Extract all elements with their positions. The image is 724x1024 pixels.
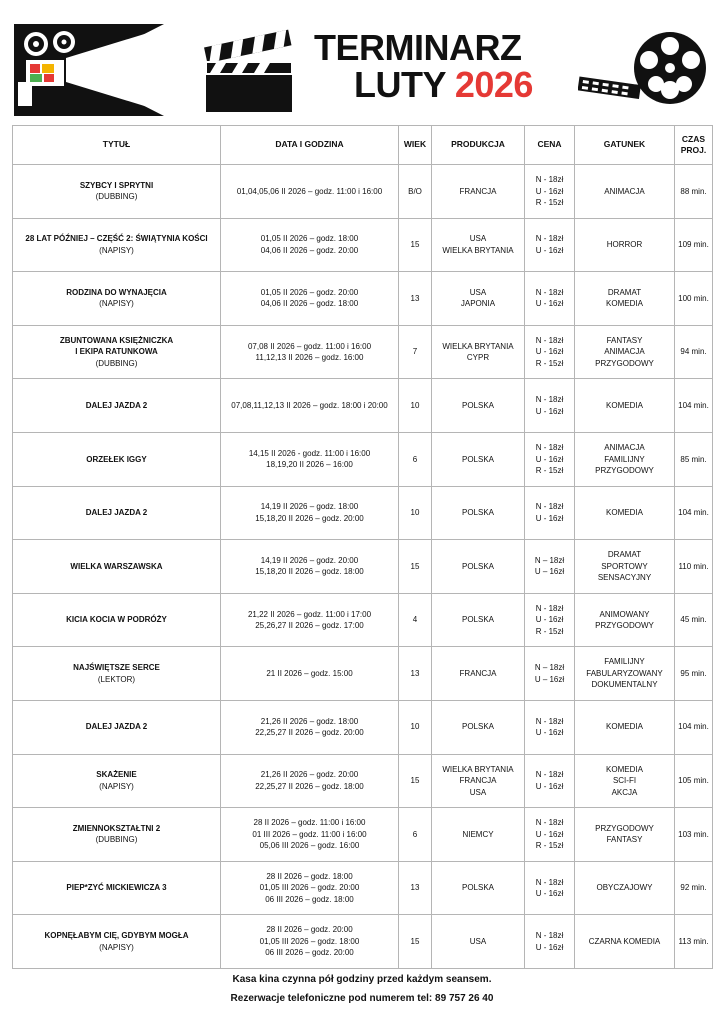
price: N - 18zł — [535, 234, 564, 244]
cell-price — [525, 593, 575, 647]
cell-genre — [575, 754, 675, 808]
cell-title — [13, 593, 221, 647]
table-row — [13, 486, 713, 540]
price: N - 18zł — [535, 395, 564, 405]
cell-title — [13, 379, 221, 433]
cell-genre — [575, 915, 675, 969]
country: USA — [469, 787, 487, 797]
price: U - 16zł — [535, 406, 564, 416]
price: N - 18zł — [535, 443, 564, 453]
showtime: 14,19 II 2026 – godz. 20:00 — [260, 555, 359, 565]
table-row — [13, 700, 713, 754]
movie-version: (DUBBING) — [95, 358, 138, 368]
col-title: TYTUŁ — [13, 126, 221, 165]
cell-genre — [575, 486, 675, 540]
price: N - 18zł — [535, 502, 564, 512]
showtime: 06 III 2026 – godz. 18:00 — [265, 894, 354, 904]
table-row — [13, 808, 713, 862]
cell-price — [525, 272, 575, 326]
movie-version: (LEKTOR) — [97, 674, 136, 684]
table-row — [13, 647, 713, 701]
price: N - 18zł — [535, 335, 564, 345]
cell-age: 15 — [399, 915, 432, 969]
movie-title: KICIA KOCIA W PODRÓŻY — [66, 615, 167, 625]
cell-production — [432, 486, 525, 540]
country: POLSKA — [461, 883, 494, 893]
price: U - 16zł — [535, 347, 564, 357]
genre: SCI-FI — [612, 776, 637, 786]
movie-title: SKAŻENIE — [96, 770, 137, 780]
cell-age: 10 — [399, 486, 432, 540]
country: NIEMCY — [462, 829, 494, 839]
cell-price — [525, 165, 575, 219]
genre: ANIMOWANY — [599, 609, 650, 619]
cell-dates — [221, 379, 399, 433]
cell-price — [525, 647, 575, 701]
cell-production — [432, 808, 525, 862]
table-row — [13, 218, 713, 272]
price: R - 15zł — [535, 841, 564, 851]
cell-title — [13, 432, 221, 486]
col-duration: CZAS PROJ. — [675, 126, 713, 165]
table-row — [13, 379, 713, 433]
cell-production — [432, 325, 525, 379]
genre: ANIMACJA — [604, 347, 645, 357]
showtime: 21,26 II 2026 – godz. 18:00 — [260, 716, 359, 726]
price: U – 16zł — [534, 674, 565, 684]
movie-title: 28 LAT PÓŹNIEJ – CZĘŚĆ 2: ŚWIĄTYNIA KOŚCI — [25, 234, 208, 244]
movie-version: (NAPISY) — [99, 299, 134, 309]
price: U - 16zł — [535, 829, 564, 839]
cell-dates — [221, 647, 399, 701]
genre: DOKUMENTALNY — [591, 680, 658, 690]
cell-title — [13, 915, 221, 969]
genre: FANTASY — [606, 835, 643, 845]
price: N - 18zł — [535, 931, 564, 941]
showtime: 28 II 2026 – godz. 11:00 i 16:00 — [253, 818, 366, 828]
genre: DRAMAT — [607, 550, 642, 560]
table-row — [13, 754, 713, 808]
cell-age: 15 — [399, 754, 432, 808]
cell-price — [525, 218, 575, 272]
genre: SENSACYJNY — [597, 573, 652, 583]
cell-production — [432, 700, 525, 754]
cell-duration: 45 min. — [675, 593, 713, 647]
cell-dates — [221, 432, 399, 486]
price: R - 15zł — [535, 358, 564, 368]
cell-dates — [221, 218, 399, 272]
cell-price — [525, 432, 575, 486]
country: POLSKA — [461, 508, 494, 518]
cell-age: 13 — [399, 272, 432, 326]
table-row — [13, 540, 713, 594]
movie-version: (DUBBING) — [95, 835, 138, 845]
cell-dates — [221, 165, 399, 219]
genre: SPORTOWY — [601, 561, 648, 571]
movie-title: WIELKA WARSZAWSKA — [70, 561, 163, 571]
showtime: 01 III 2026 – godz. 11:00 i 16:00 — [252, 829, 367, 839]
cell-age: 7 — [399, 325, 432, 379]
country: POLSKA — [461, 615, 494, 625]
cell-dates — [221, 325, 399, 379]
price: N - 18zł — [535, 770, 564, 780]
country: FRANCJA — [459, 668, 497, 678]
price: U - 16zł — [535, 245, 564, 255]
cell-duration: 92 min. — [675, 861, 713, 915]
col-age: WIEK — [399, 126, 432, 165]
cell-price — [525, 915, 575, 969]
table-row — [13, 861, 713, 915]
cell-production — [432, 540, 525, 594]
genre: DRAMAT — [607, 287, 642, 297]
schedule-table — [12, 125, 713, 969]
showtime: 04,06 II 2026 – godz. 20:00 — [260, 245, 359, 255]
price: U - 16zł — [535, 299, 564, 309]
genre: PRZYGODOWY — [595, 621, 654, 631]
cell-duration: 109 min. — [675, 218, 713, 272]
header — [0, 0, 724, 118]
showtime: 14,19 II 2026 – godz. 18:00 — [260, 502, 359, 512]
footer-reservations: Rezerwacje telefoniczne pod numerem tel: 89 757 26 40 — [230, 993, 494, 1004]
cell-title — [13, 540, 221, 594]
cell-title — [13, 647, 221, 701]
showtime: 21,22 II 2026 – godz. 11:00 i 17:00 — [247, 609, 372, 619]
cell-duration: 113 min. — [675, 915, 713, 969]
showtime: 22,25,27 II 2026 – godz. 18:00 — [255, 781, 364, 791]
cell-production — [432, 647, 525, 701]
genre: FANTASY — [606, 335, 643, 345]
cell-genre — [575, 432, 675, 486]
showtime: 04,06 II 2026 – godz. 18:00 — [260, 299, 359, 309]
cell-age: 15 — [399, 218, 432, 272]
cell-dates — [221, 272, 399, 326]
movie-version: (NAPISY) — [99, 245, 134, 255]
showtime: 07,08,11,12,13 II 2026 – godz. 18:00 i 20:00 — [231, 400, 388, 410]
cell-age: 6 — [399, 808, 432, 862]
showtime: 01,05 II 2026 – godz. 20:00 — [260, 287, 359, 297]
showtime: 22,25,27 II 2026 – godz. 20:00 — [255, 728, 364, 738]
title-line1: TERMINARZ — [314, 27, 522, 68]
title-line2 — [354, 66, 533, 104]
cell-title — [13, 218, 221, 272]
cell-duration: 104 min. — [675, 379, 713, 433]
table-header-row — [13, 126, 713, 165]
movie-title: NAJŚWIĘTSZE SERCE — [73, 663, 160, 673]
cell-genre — [575, 325, 675, 379]
table-row — [13, 325, 713, 379]
cell-title — [13, 325, 221, 379]
film-reel-icon — [578, 30, 712, 110]
cell-production — [432, 432, 525, 486]
table-row — [13, 165, 713, 219]
price: N - 18zł — [535, 603, 564, 613]
genre: CZARNA KOMEDIA — [588, 936, 661, 946]
cell-duration: 110 min. — [675, 540, 713, 594]
showtime: 01,05 II 2026 – godz. 18:00 — [260, 234, 359, 244]
genre: HORROR — [606, 240, 643, 250]
price: R - 15zł — [535, 198, 564, 208]
price: U - 16zł — [535, 728, 564, 738]
genre: FABULARYZOWANY — [586, 668, 663, 678]
cell-duration: 104 min. — [675, 486, 713, 540]
cell-dates — [221, 593, 399, 647]
cell-duration: 85 min. — [675, 432, 713, 486]
country: USA — [469, 287, 487, 297]
cell-duration: 95 min. — [675, 647, 713, 701]
cell-production — [432, 754, 525, 808]
cell-genre — [575, 861, 675, 915]
cell-price — [525, 486, 575, 540]
cell-duration: 100 min. — [675, 272, 713, 326]
price: U - 16zł — [535, 889, 564, 899]
cell-duration: 88 min. — [675, 165, 713, 219]
footer-box-office: Kasa kina czynna pół godziny przed każdym seansem. — [232, 974, 492, 985]
cell-production — [432, 861, 525, 915]
cell-genre — [575, 379, 675, 433]
price: U - 16zł — [535, 615, 564, 625]
showtime: 28 II 2026 – godz. 18:00 — [266, 871, 353, 881]
table-row — [13, 272, 713, 326]
price: N – 18zł — [534, 663, 565, 673]
country: POLSKA — [461, 400, 494, 410]
col-date: DATA I GODZINA — [221, 126, 399, 165]
cell-title — [13, 165, 221, 219]
title-month: LUTY — [354, 64, 446, 105]
movie-title: DALEJ JAZDA 2 — [85, 722, 148, 732]
showtime: 21 II 2026 – godz. 15:00 — [266, 668, 353, 678]
cell-genre — [575, 540, 675, 594]
col-price: CENA — [525, 126, 575, 165]
clapperboard-icon — [200, 22, 300, 116]
cell-title — [13, 808, 221, 862]
country: JAPONIA — [460, 299, 496, 309]
price: U - 16zł — [535, 942, 564, 952]
cell-genre — [575, 272, 675, 326]
country: WIELKA BRYTANIA — [442, 245, 514, 255]
title-year: 2026 — [454, 64, 533, 105]
genre: ANIMACJA — [604, 443, 645, 453]
movie-title-cont: I EKIPA RATUNKOWA — [75, 347, 158, 357]
table-row — [13, 593, 713, 647]
cell-production — [432, 915, 525, 969]
genre: FAMILIJNY — [604, 454, 645, 464]
price: N – 18zł — [534, 555, 565, 565]
col-genre: GATUNEK — [575, 126, 675, 165]
genre: OBYCZAJOWY — [596, 883, 653, 893]
genre: FAMILIJNY — [604, 657, 645, 667]
showtime: 21,26 II 2026 – godz. 20:00 — [260, 770, 359, 780]
cell-title — [13, 272, 221, 326]
country: POLSKA — [461, 561, 494, 571]
cell-price — [525, 754, 575, 808]
cell-price — [525, 379, 575, 433]
showtime: 25,26,27 II 2026 – godz. 17:00 — [255, 621, 364, 631]
showtime: 18,19,20 II 2026 – 16:00 — [266, 460, 353, 470]
cell-dates — [221, 486, 399, 540]
cell-production — [432, 165, 525, 219]
showtime: 01,05 III 2026 – godz. 20:00 — [259, 883, 360, 893]
genre: KOMEDIA — [606, 722, 643, 732]
showtime: 05,06 III 2026 – godz. 16:00 — [259, 841, 360, 851]
price: U - 16zł — [535, 186, 564, 196]
movie-title: RODZINA DO WYNAJĘCIA — [66, 287, 167, 297]
cell-price — [525, 808, 575, 862]
cell-dates — [221, 700, 399, 754]
col-production: PRODUKCJA — [432, 126, 525, 165]
country: FRANCJA — [459, 776, 497, 786]
genre: KOMEDIA — [606, 508, 643, 518]
showtime: 01,05 III 2026 – godz. 18:00 — [259, 936, 360, 946]
movie-title: PIEP*ZYĆ MICKIEWICZA 3 — [66, 883, 167, 893]
country: POLSKA — [461, 722, 494, 732]
movie-title: ORZEŁEK IGGY — [86, 454, 147, 464]
cell-genre — [575, 165, 675, 219]
cell-genre — [575, 593, 675, 647]
cell-dates — [221, 754, 399, 808]
cell-production — [432, 593, 525, 647]
movie-title: DALEJ JAZDA 2 — [85, 508, 148, 518]
price: N - 18zł — [535, 716, 564, 726]
movie-title: ZMIENNOKSZTAŁTNI 2 — [72, 823, 161, 833]
cell-duration: 104 min. — [675, 700, 713, 754]
price: U - 16zł — [535, 454, 564, 464]
showtime: 15,18,20 II 2026 – godz. 18:00 — [255, 567, 364, 577]
movie-title: SZYBCY I SPRYTNI — [79, 180, 154, 190]
cell-price — [525, 325, 575, 379]
showtime: 01,04,05,06 II 2026 – godz. 11:00 i 16:00 — [236, 186, 383, 196]
country: WIELKA BRYTANIA — [442, 764, 514, 774]
table-row — [13, 915, 713, 969]
cell-price — [525, 861, 575, 915]
cell-age: 13 — [399, 861, 432, 915]
cell-title — [13, 700, 221, 754]
movie-title: KOPNĘŁABYM CIĘ, GDYBYM MOGŁA — [44, 931, 189, 941]
cell-age: 4 — [399, 593, 432, 647]
cell-age: B/O — [399, 165, 432, 219]
country: USA — [469, 234, 487, 244]
price: R - 15zł — [535, 626, 564, 636]
movie-version: (DUBBING) — [95, 192, 138, 202]
price: N - 18zł — [535, 818, 564, 828]
showtime: 07,08 II 2026 – godz. 11:00 i 16:00 — [247, 341, 372, 351]
genre: PRZYGODOWY — [595, 823, 654, 833]
page-title — [314, 27, 533, 105]
genre: AKCJA — [611, 787, 638, 797]
cell-genre — [575, 808, 675, 862]
cell-price — [525, 540, 575, 594]
price: U - 16zł — [535, 513, 564, 523]
price: R - 15zł — [535, 466, 564, 476]
price: U – 16zł — [534, 567, 565, 577]
movie-title: DALEJ JAZDA 2 — [85, 400, 148, 410]
cell-genre — [575, 647, 675, 701]
country: POLSKA — [461, 454, 494, 464]
cell-age: 15 — [399, 540, 432, 594]
showtime: 14,15 II 2026 - godz. 11:00 i 16:00 — [248, 448, 371, 458]
cell-dates — [221, 808, 399, 862]
country: WIELKA BRYTANIA — [442, 341, 514, 351]
price: U - 16zł — [535, 781, 564, 791]
cell-dates — [221, 915, 399, 969]
showtime: 28 II 2026 – godz. 20:00 — [266, 925, 353, 935]
cell-duration: 94 min. — [675, 325, 713, 379]
movie-version: (NAPISY) — [99, 781, 134, 791]
genre: KOMEDIA — [606, 400, 643, 410]
genre: ANIMACJA — [604, 186, 645, 196]
showtime: 06 III 2026 – godz. 20:00 — [265, 948, 354, 958]
cell-dates — [221, 861, 399, 915]
cell-genre — [575, 700, 675, 754]
cell-duration: 103 min. — [675, 808, 713, 862]
country: USA — [469, 936, 487, 946]
cell-production — [432, 218, 525, 272]
movie-title: ZBUNTOWANA KSIĘŻNICZKA — [59, 335, 174, 345]
cell-production — [432, 379, 525, 433]
showtime: 11,12,13 II 2026 – godz. 16:00 — [255, 353, 364, 363]
cell-duration: 105 min. — [675, 754, 713, 808]
genre: KOMEDIA — [606, 299, 643, 309]
table-row — [13, 432, 713, 486]
price: N - 18zł — [535, 175, 564, 185]
country: FRANCJA — [459, 186, 497, 196]
country: CYPR — [466, 353, 490, 363]
genre: PRZYGODOWY — [595, 466, 654, 476]
cell-title — [13, 861, 221, 915]
cell-age: 13 — [399, 647, 432, 701]
projector-icon — [14, 24, 164, 116]
cell-production — [432, 272, 525, 326]
cell-title — [13, 486, 221, 540]
showtime: 15,18,20 II 2026 – godz. 20:00 — [255, 513, 364, 523]
movie-version: (NAPISY) — [99, 942, 134, 952]
cell-dates — [221, 540, 399, 594]
price: N - 18zł — [535, 287, 564, 297]
cell-genre — [575, 218, 675, 272]
price: N - 18zł — [535, 877, 564, 887]
cell-age: 10 — [399, 379, 432, 433]
genre: PRZYGODOWY — [595, 358, 654, 368]
cell-price — [525, 700, 575, 754]
genre: KOMEDIA — [606, 764, 643, 774]
cell-age: 10 — [399, 700, 432, 754]
cell-age: 6 — [399, 432, 432, 486]
cell-title — [13, 754, 221, 808]
